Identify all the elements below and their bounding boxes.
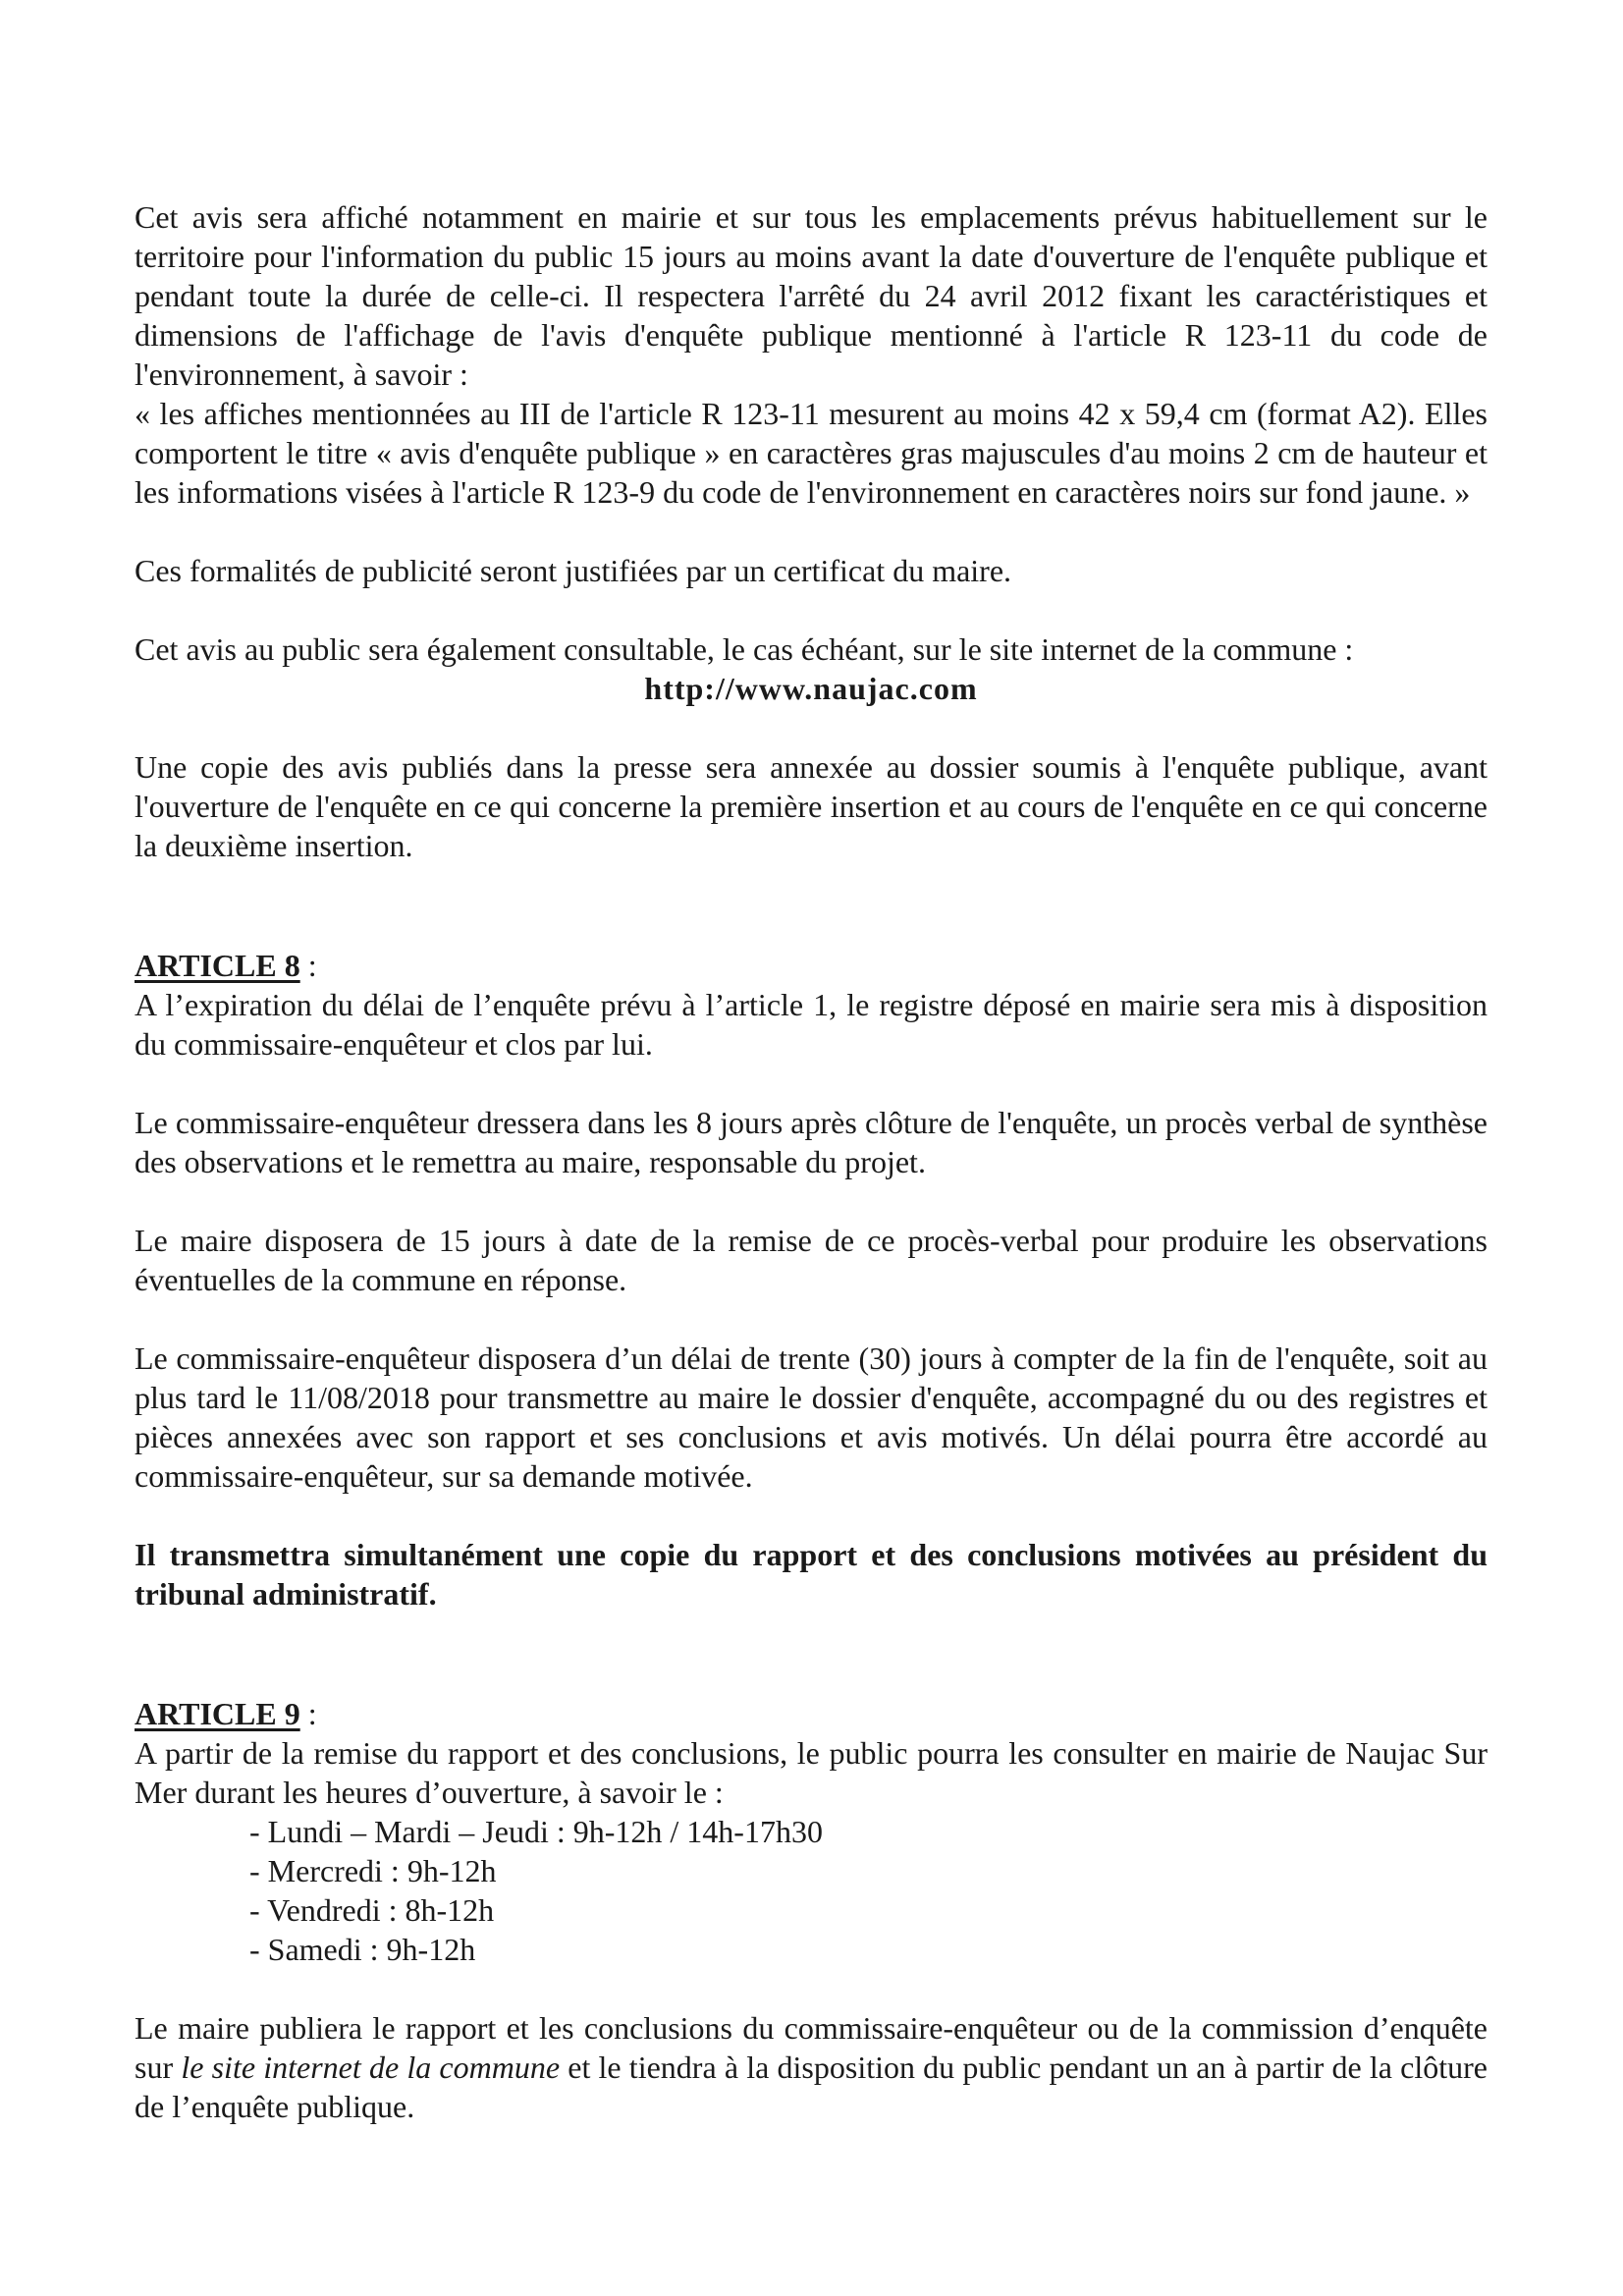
article-9-colon: : xyxy=(299,1696,317,1731)
paragraph-site-internet: Cet avis au public sera également consultable, le cas échéant, sur le site internet de la commune : xyxy=(135,631,1354,667)
article-8-colon: : xyxy=(299,948,317,983)
article-8-paragraph-2: Le commissaire-enquêteur dressera dans les 8 jours après clôture de l'enquête, un procès verbal de synthèse des observations et le remettra au maire, responsable du projet. xyxy=(135,1105,1488,1179)
article-8-paragraph-5-bold: Il transmettra simultanément une copie du rapport et des conclusions motivées au président du tribunal administratif. xyxy=(135,1537,1488,1612)
article-8-heading xyxy=(135,946,1488,985)
article-9-paragraph-2-start: Le maire publiera le rapport et les conclusions du commissaire-enquêteur ou de la commission d’enquête sur xyxy=(135,2010,1488,2085)
article-9-paragraph-2-italic: le site internet de la commune xyxy=(181,2050,561,2085)
article-9-title: ARTICLE 9 xyxy=(135,1696,300,1731)
document-body xyxy=(135,197,1488,2126)
article-9-heading xyxy=(135,1694,1488,1733)
paragraph-certificat: Ces formalités de publicité seront justifiées par un certificat du maire. xyxy=(135,553,1012,588)
article-9-paragraph-2-end: et le tiendra à la disposition du public pendant un an à partir de la clôture de l’enquête publique. xyxy=(135,2050,1488,2124)
paragraph-copie-avis: Une copie des avis publiés dans la presse sera annexée au dossier soumis à l'enquête publique, avant l'ouverture de l'enquête en ce qui concerne la première insertion et au cours de l'enquête en ce qui concerne la deuxième insertion. xyxy=(135,749,1488,863)
article-8-paragraph-3: Le maire disposera de 15 jours à date de la remise de ce procès-verbal pour produire les observations éventuelles de la commune en réponse. xyxy=(135,1223,1488,1297)
opening-hours-item: - Samedi : 9h-12h xyxy=(249,1930,1488,1969)
opening-hours-item: - Lundi – Mardi – Jeudi : 9h-12h / 14h-17h30 xyxy=(249,1812,1488,1851)
opening-hours-item: - Mercredi : 9h-12h xyxy=(249,1851,1488,1890)
article-8-paragraph-4: Le commissaire-enquêteur disposera d’un délai de trente (30) jours à compter de la fin de l'enquête, soit au plus tard le 11/08/2018 pour transmettre au maire le dossier d'enquête, accompagné du ou des registres et pièces annexées avec son rapport et ses conclusions et avis motivés. Un délai pourra être accordé au commissaire-enquêteur, sur sa demande motivée. xyxy=(135,1340,1488,1494)
paragraph-affiches-format: « les affiches mentionnées au III de l'article R 123-11 mesurent au moins 42 x 59,4 cm (format A2). Elles comportent le titre « avis d'enquête publique » en caractères gras majuscules d'au moins 2 cm de hauteur et les informations visées à l'article R 123-9 du code de l'environnement en caractères noirs sur fond jaune. » xyxy=(135,396,1488,510)
opening-hours-item: - Vendredi : 8h-12h xyxy=(249,1890,1488,1930)
article-8-title: ARTICLE 8 xyxy=(135,948,300,983)
paragraph-affichage: Cet avis sera affiché notamment en mairie et sur tous les emplacements prévus habituellement sur le territoire pour l'information du public 15 jours au moins avant la date d'ouverture de l'enquête publique et pendant toute la durée de celle-ci. Il respectera l'arrêté du 24 avril 2012 fixant les caractéristiques et dimensions de l'affichage de l'avis d'enquête publique mentionné à l'article R 123-11 du code de l'environnement, à savoir : xyxy=(135,199,1488,392)
opening-hours-list xyxy=(249,1812,1488,1969)
article-9-paragraph-1: A partir de la remise du rapport et des conclusions, le public pourra les consulter en mairie de Naujac Sur Mer durant les heures d’ouverture, à savoir le : xyxy=(135,1735,1488,1810)
article-9-paragraph-2 xyxy=(135,2008,1488,2126)
article-8-paragraph-1: A l’expiration du délai de l’enquête prévu à l’article 1, le registre déposé en mairie sera mis à disposition du commissaire-enquêteur et clos par lui. xyxy=(135,987,1488,1062)
commune-website-url: http://www.naujac.com xyxy=(644,671,978,706)
